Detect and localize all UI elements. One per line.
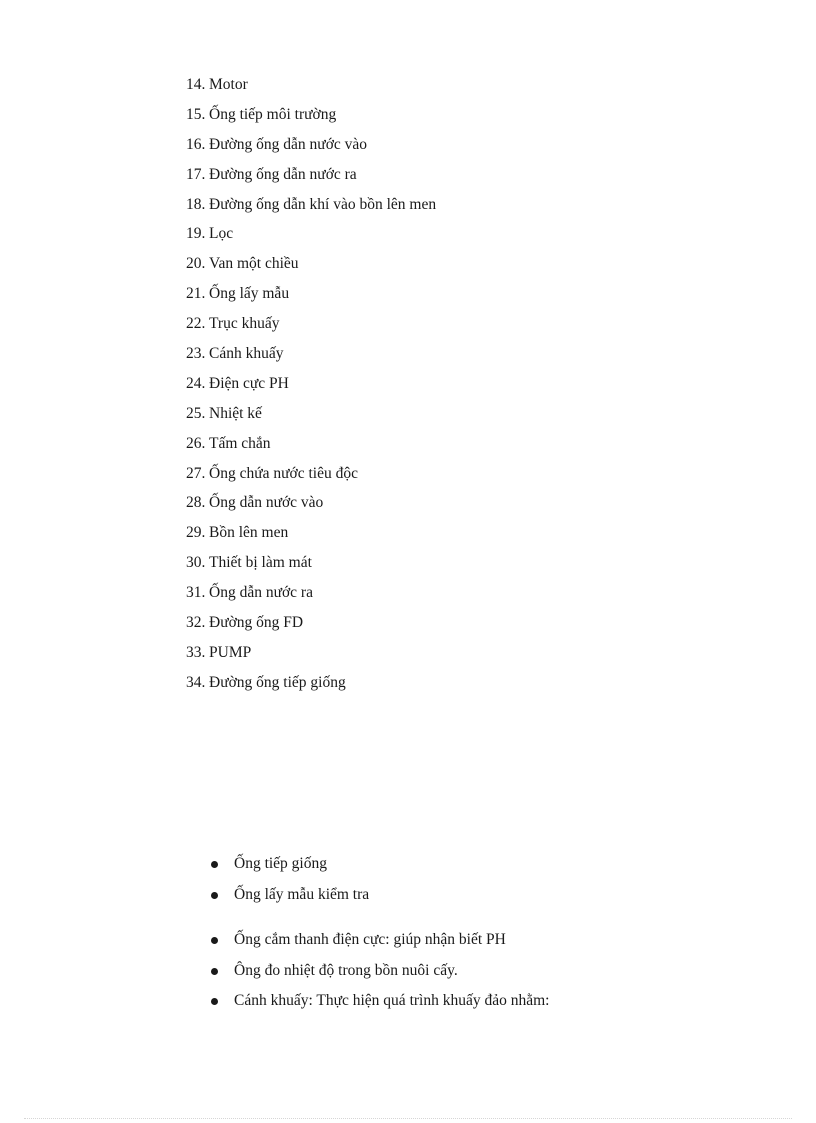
item-number: 21. (186, 285, 206, 303)
bullet-text: Cánh khuấy: Thực hiện quá trình khuấy đảo nhằm: (234, 992, 550, 1009)
bullet-dot-icon (211, 937, 218, 944)
bullet-item (210, 960, 549, 991)
item-number: 25. (186, 404, 206, 422)
item-number: 33. (186, 643, 206, 661)
list-item (186, 522, 436, 552)
item-text: Đường ống dẫn nước ra (209, 165, 357, 183)
item-number: 15. (186, 105, 206, 123)
list-item (186, 283, 436, 313)
item-number: 14. (186, 76, 206, 93)
item-number: 34. (186, 673, 206, 691)
item-number: 30. (186, 554, 206, 572)
list-item (186, 642, 436, 672)
item-number: 17. (186, 165, 206, 183)
item-text: Điện cực PH (209, 374, 289, 392)
item-text: Ống dẫn nước ra (209, 584, 313, 602)
list-item (186, 582, 436, 612)
list-item (186, 134, 436, 164)
item-text: Motor (209, 76, 248, 93)
list-item (186, 403, 436, 433)
bullet-item (210, 990, 549, 1021)
list-item (186, 104, 436, 134)
bullet-text: Ống cắm thanh điện cực: giúp nhận biết PH (234, 931, 506, 948)
item-number: 28. (186, 494, 206, 512)
bullet-dot-icon (211, 861, 218, 868)
item-text: Ống chứa nước tiêu độc (209, 464, 358, 482)
item-text: Bồn lên men (209, 524, 289, 542)
list-item (186, 672, 436, 702)
item-text: Đường ống tiếp giống (209, 673, 346, 691)
bullet-list-inlets (210, 853, 369, 914)
bullet-dot-icon (211, 968, 218, 975)
item-text: Đường ống dẫn nước vào (209, 135, 368, 153)
bullet-text: Ống lấy mẫu kiểm tra (234, 885, 370, 903)
list-item (186, 313, 436, 343)
page-bottom-divider (24, 1118, 792, 1119)
item-text: Van một chiều (209, 255, 299, 273)
item-text: Ống tiếp môi trường (209, 105, 337, 123)
item-number: 23. (186, 345, 206, 363)
item-number: 29. (186, 524, 206, 542)
list-item (186, 253, 436, 283)
item-text: Tấm chắn (209, 434, 271, 452)
item-number: 20. (186, 255, 206, 273)
bullet-text: Ông đo nhiệt độ trong bồn nuôi cấy. (234, 961, 458, 979)
item-text: Ống lấy mẫu (209, 285, 290, 303)
bullet-list-components (210, 929, 549, 1021)
list-item (186, 373, 436, 403)
item-number: 27. (186, 464, 206, 482)
bullet-dot-icon (211, 892, 218, 899)
item-text: Thiết bị làm mát (209, 554, 312, 572)
list-item (186, 343, 436, 373)
item-number: 32. (186, 614, 206, 632)
list-item (186, 463, 436, 493)
item-number: 24. (186, 374, 206, 392)
item-number: 26. (186, 434, 206, 452)
numbered-parts-list (186, 74, 436, 702)
item-number: 18. (186, 195, 206, 213)
item-text: Lọc (209, 225, 234, 243)
bullet-item (210, 884, 369, 915)
bullet-item (210, 853, 369, 884)
list-item (186, 492, 436, 522)
list-item (186, 552, 436, 582)
list-item (186, 612, 436, 642)
item-text: Ống dẫn nước vào (209, 494, 324, 512)
list-item (186, 194, 436, 224)
item-number: 22. (186, 315, 206, 333)
bullet-dot-icon (211, 998, 218, 1005)
list-item (186, 74, 436, 104)
item-number: 16. (186, 135, 206, 153)
list-item (186, 223, 436, 253)
item-text: Cánh khuấy (209, 345, 284, 363)
list-item (186, 164, 436, 194)
item-text: Đường ống FD (209, 614, 304, 632)
bullet-item (210, 929, 549, 960)
list-item (186, 433, 436, 463)
item-number: 31. (186, 584, 206, 602)
bullet-text: Ống tiếp giống (234, 855, 327, 872)
item-text: Đường ống dẫn khí vào bồn lên men (209, 195, 437, 213)
item-text: Nhiệt kế (209, 404, 262, 422)
item-text: Trục khuấy (209, 315, 280, 333)
item-text: PUMP (209, 643, 252, 661)
item-number: 19. (186, 225, 206, 243)
